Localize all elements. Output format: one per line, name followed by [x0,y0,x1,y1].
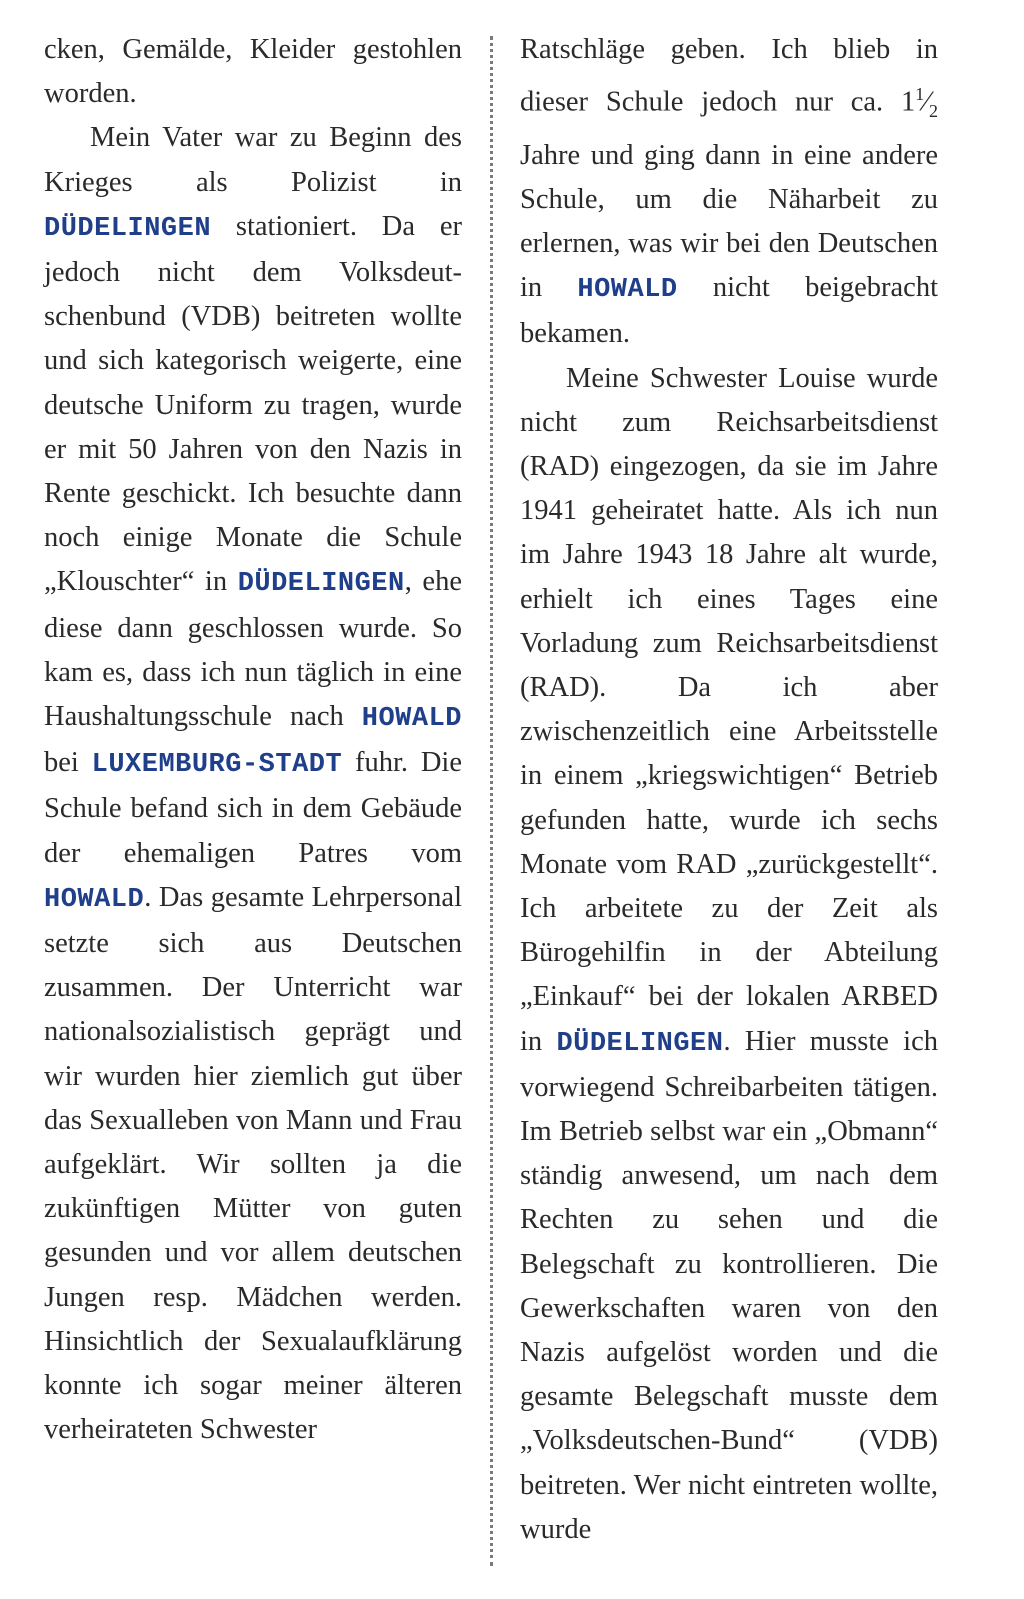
text-run: Jahre und ging dann in eine andere Schule, um die Näharbeit zu erlernen, was wir bei den Deutschen in [520,139,938,304]
text-run: stationiert. Da er jedoch nicht dem Volksdeutschenbund (VDB) beitreten wollte und sich kategorisch weigerte, eine deutsche Uniform zu tragen, wurde er mit 50 Jahren von den Nazis in Rente geschickt. Ich besuchte dann noch einige Monate die Schule „Klouschter“ in [44,210,462,598]
text-column-left [44,28,462,1453]
fraction-slash: ⁄ [924,86,929,118]
text-run: nicht beigebracht bekamen. [520,272,938,350]
place-name: HOWALD [361,704,462,735]
text-run: Ratschläge geben. Ich blieb in dieser Schule jedoch nur ca. 1 [520,34,938,118]
text-run: cken, Gemälde, Kleider gestohlen worden. [44,34,462,110]
text-run: . Das gesamte Lehrpersonal setzte sich aus Deutschen zusammen. Der Unterricht war nationalsozialistisch geprägt und wir wurden hier ziemlich gut über das Sexualleben von Mann und Frau aufgeklärt. Wir sollten ja die zukünftigen Mütter von guten gesunden und vor allem deutschen Jungen resp. Mädchen werden. Hinsichtlich der Sexualaufklärung konnte ich sogar meiner älteren verheirateten Schwester [44,881,462,1446]
text-run: bei [44,747,92,779]
place-name: DÜDELINGEN [44,213,212,244]
paragraph [44,28,462,116]
place-name: HOWALD [577,275,678,306]
paragraph [44,116,462,1452]
place-name: LUXEMBURG-STADT [91,750,343,781]
place-name: DÜDELINGEN [237,569,405,600]
text-run: Meine Schwester Louise wurde nicht zum Reichsarbeitsdienst (RAD) eingezogen, da sie im Jahre 1941 geheiratet hatte. Als ich nun im Jahre 1943 18 Jahre alt wurde, erhielt ich eines Tages eine Vorladung zum Reichsarbeitsdienst (RAD). Da ich aber zwischenzeitlich eine Arbeitsstelle in einem „kriegswichtigen“ Betrieb gefunden hatte, wurde ich sechs Monate vom RAD „zurückgestellt“. Ich arbeitete zu der Zeit als Bürogehilfin in der Abteilung „Einkauf“ bei der lokalen ARBED in [520,362,938,1057]
text-run: fuhr. Die Schule befand sich in dem Gebäude der ehemaligen Patres vom [44,747,462,869]
fraction-numerator: 1 [915,84,925,105]
paragraph [520,357,938,1552]
text-run: Mein Vater war zu Beginn des Krieges als Polizist in [44,122,462,198]
place-name: DÜDELINGEN [556,1028,724,1059]
text-run: , ehe diese dann geschlossen wurde. So kam es, dass ich nun täglich in eine Haushaltungsschule nach [44,566,462,733]
text-run: . Hier musste ich vorwiegend Schreibarbeiten tätigen. Im Betrieb selbst war ein „Obmann“ ständig anwesend, um nach dem Rechten zu sehen und die Belegschaft zu kontrollieren. Die Gewerkschaften waren von den Nazis aufgelöst worden und die gesamte Belegschaft musste dem „Volksdeutschen-Bund“ (VDB) beitreten. Wer nicht eintreten wollte, wurde [520,1025,938,1545]
column-divider [490,36,493,1566]
text-column-right [520,28,938,1552]
place-name: HOWALD [44,884,145,915]
fraction-denominator: 2 [929,101,938,122]
paragraph [520,28,938,357]
